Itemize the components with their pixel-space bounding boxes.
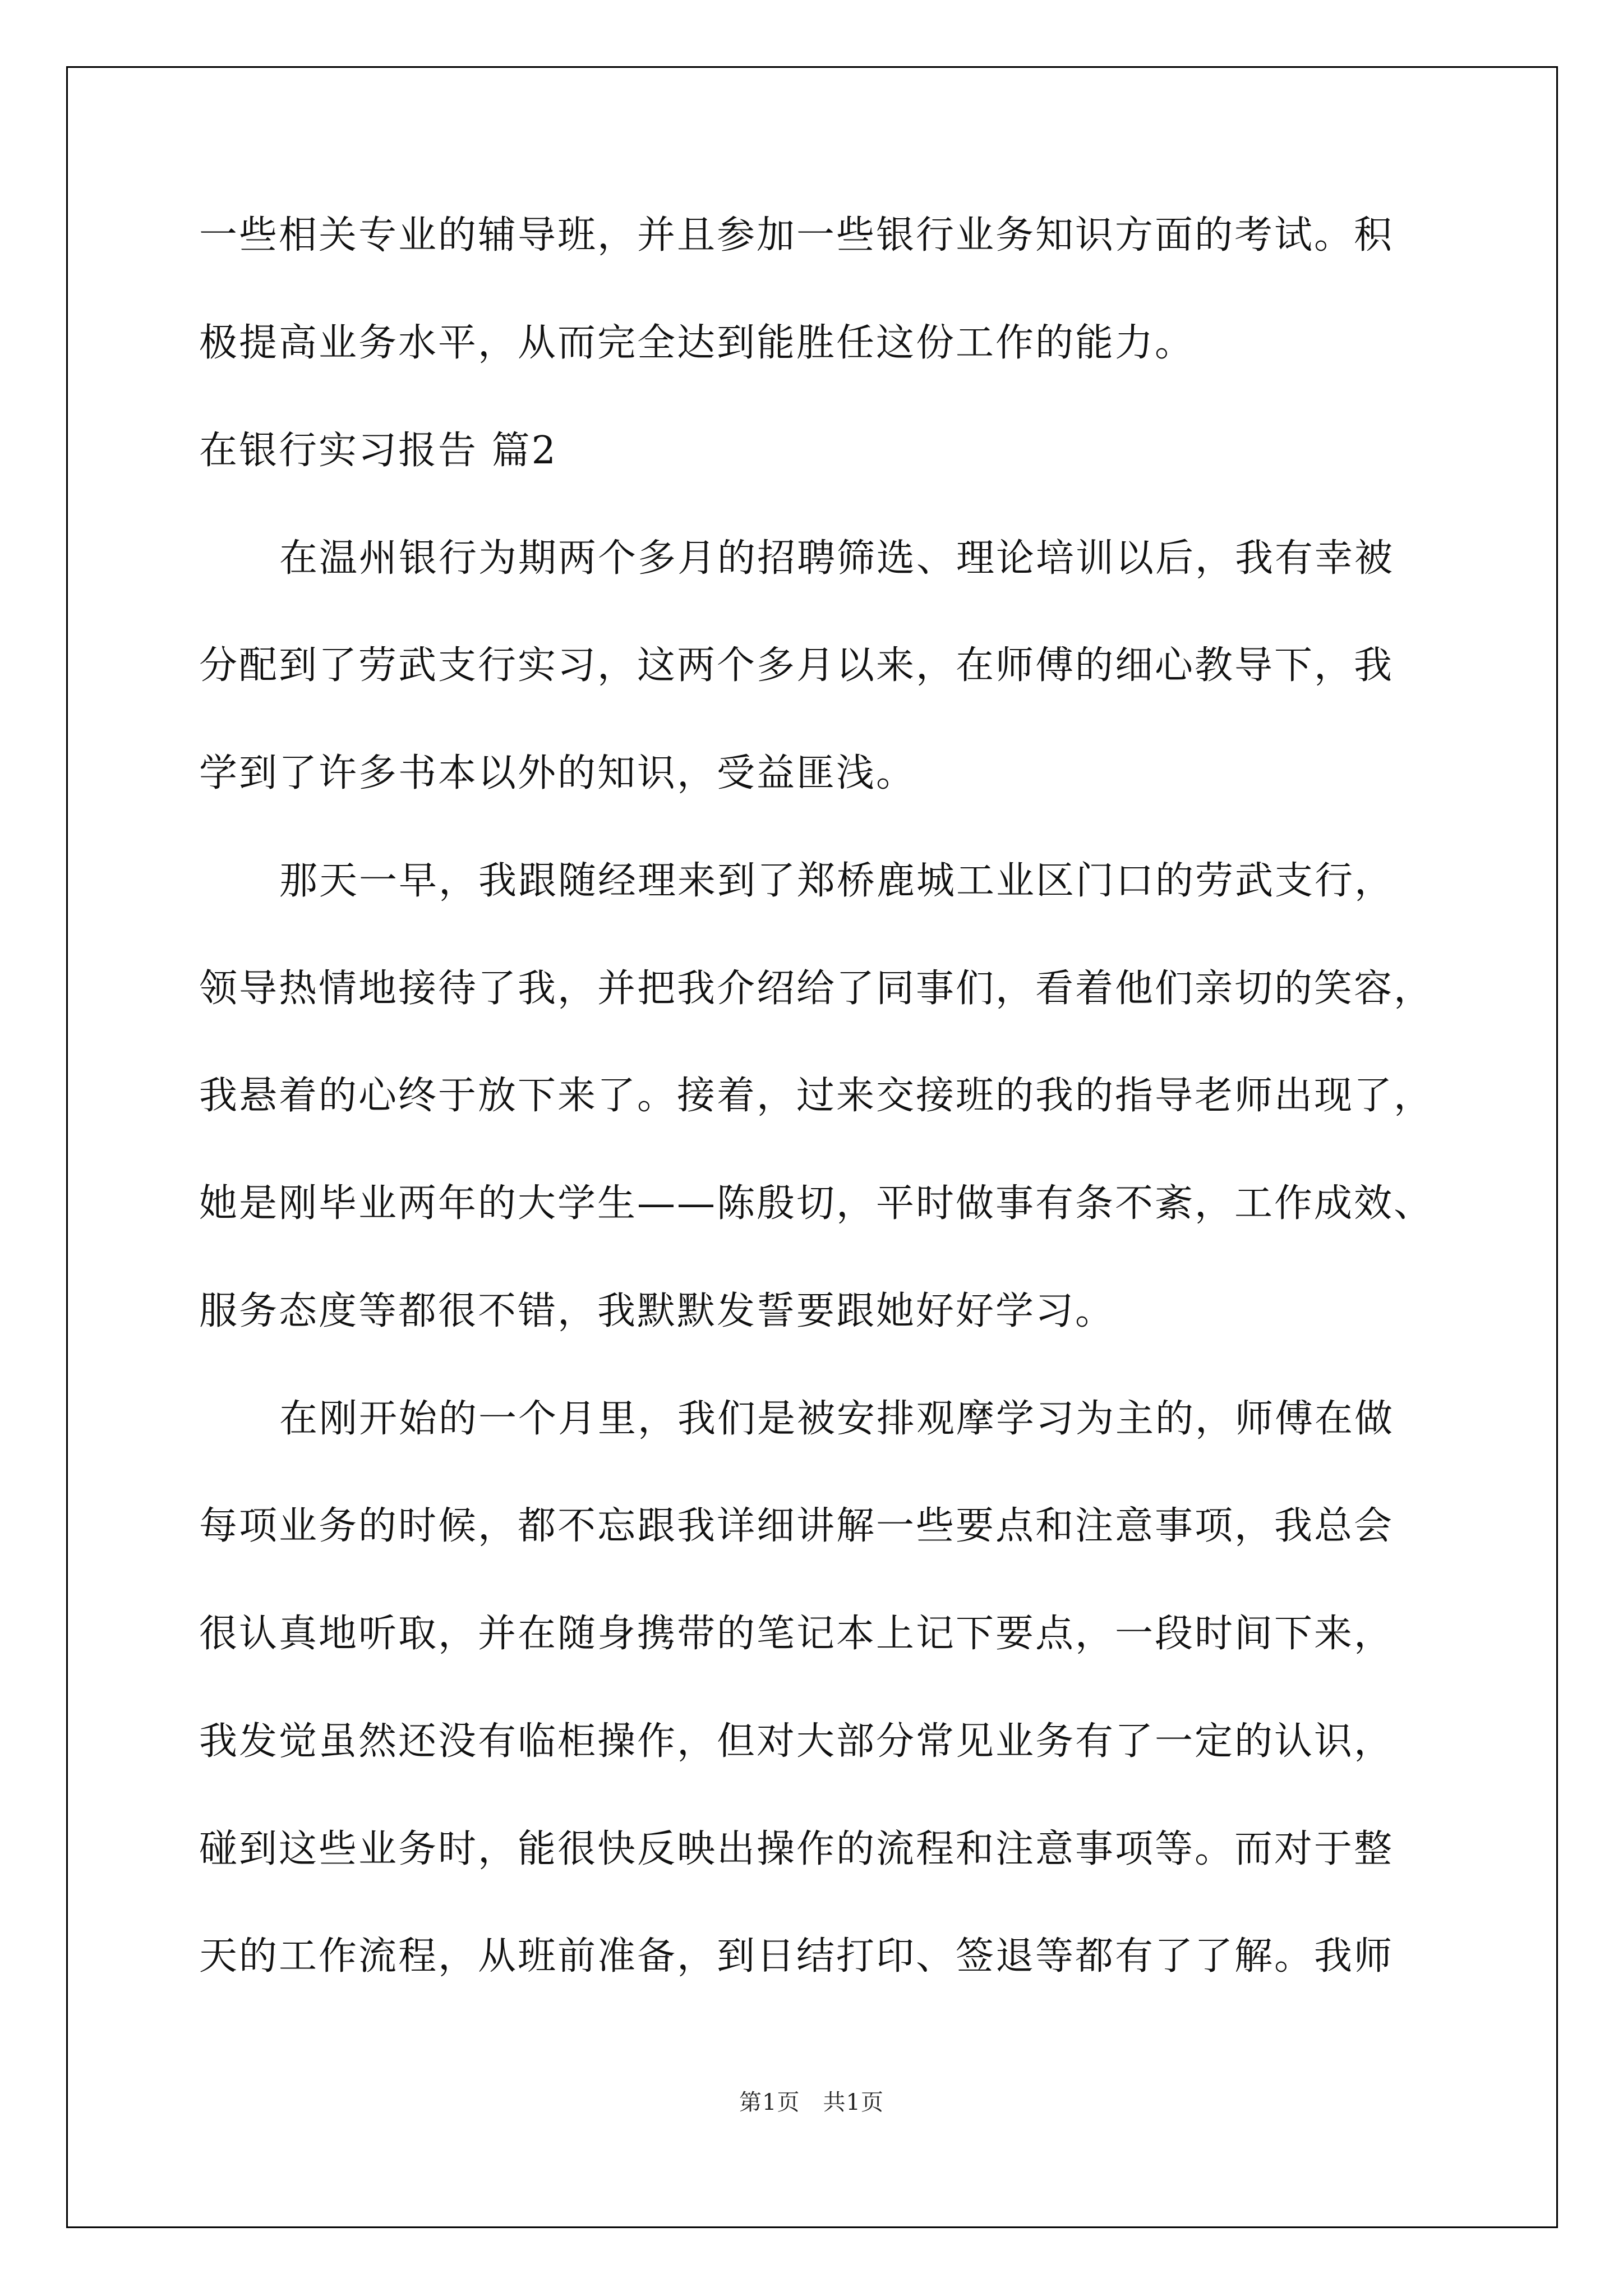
body-line: 分配到了劳武支行实习，这两个多月以来，在师傅的细心教导下，我	[199, 643, 1394, 688]
page-border	[66, 66, 1558, 2228]
body-line: 在温州银行为期两个多月的招聘筛选、理论培训以后，我有幸被	[279, 536, 1395, 581]
page-number: 第1页 共1页	[739, 2090, 884, 2115]
body-line: 学到了许多书本以外的知识，受益匪浅。	[199, 751, 916, 795]
body-line: 极提高业务水平，从而完全达到能胜任这份工作的能力。	[199, 321, 1195, 365]
body-line: 每项业务的时候，都不忘跟我详细讲解一些要点和注意事项，我总会	[199, 1504, 1394, 1548]
body-line: 那天一早，我跟随经理来到了郑桥鹿城工业区门口的劳武支行，	[279, 859, 1395, 903]
body-line: 我悬着的心终于放下来了。接着，过来交接班的我的指导老师出现了，	[199, 1074, 1434, 1118]
body-line: 碰到这些业务时，能很快反映出操作的流程和注意事项等。而对于整	[199, 1827, 1394, 1871]
body-line: 我发觉虽然还没有临柜操作，但对大部分常见业务有了一定的认识，	[199, 1719, 1394, 1764]
body-line: 她是刚毕业两年的大学生——陈殷切，平时做事有条不紊，工作成效、	[199, 1181, 1434, 1226]
body-line: 一些相关专业的辅导班，并且参加一些银行业务知识方面的考试。积	[199, 213, 1394, 257]
body-line: 在刚开始的一个月里，我们是被安排观摩学习为主的，师傅在做	[279, 1397, 1395, 1441]
body-line: 很认真地听取，并在随身携带的笔记本上记下要点，一段时间下来，	[199, 1612, 1394, 1656]
section-heading: 在银行实习报告 篇2	[199, 429, 557, 473]
body-line: 天的工作流程，从班前准备，到日结打印、签退等都有了了解。我师	[199, 1934, 1394, 1978]
body-line: 服务态度等都很不错，我默默发誓要跟她好好学习。	[199, 1289, 1115, 1333]
body-line: 领导热情地接待了我，并把我介绍给了同事们，看着他们亲切的笑容，	[199, 967, 1434, 1011]
